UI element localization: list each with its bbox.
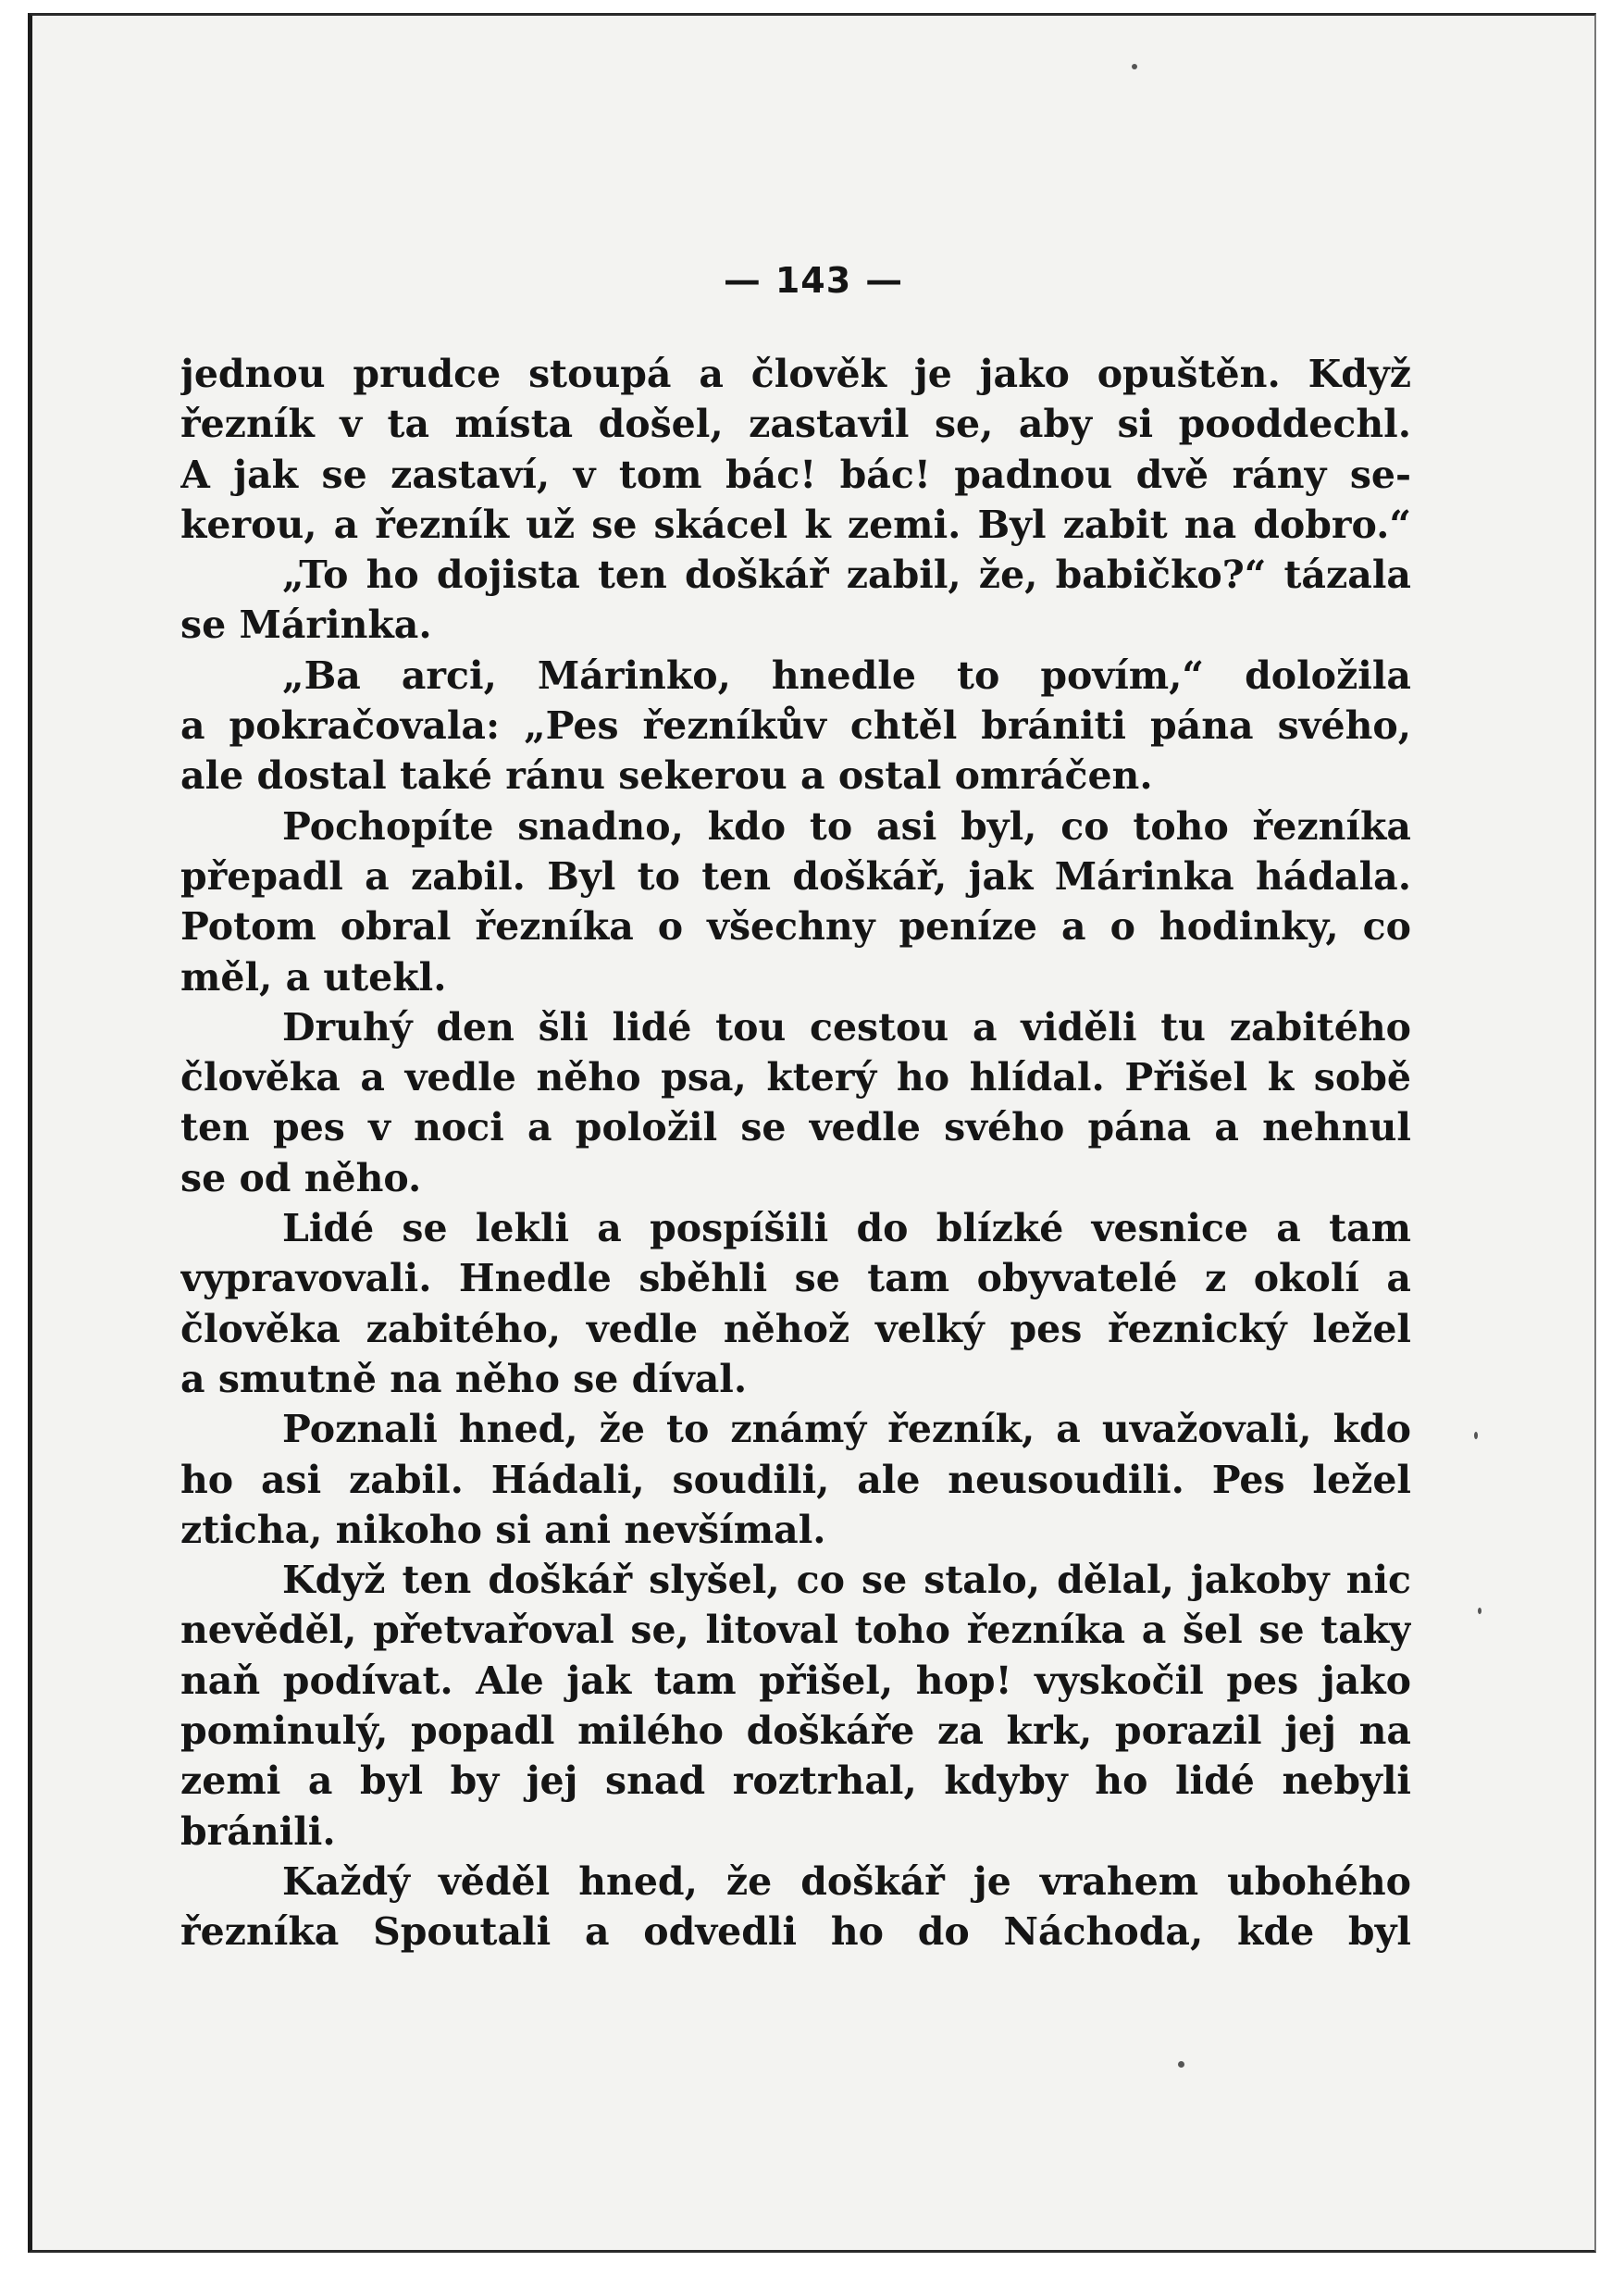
text-line: ho asi zabil. Hádali, soudili, ale neusoudili. Pes ležel	[180, 1457, 1411, 1502]
text-line: kerou, a řezník už se skácel k zemi. Byl zabit na dobro.“	[180, 502, 1411, 547]
text-line: ale dostal také ránu sekerou a ostal omráčen.	[180, 753, 1153, 799]
scan-speck	[1474, 1432, 1478, 1439]
scan-speck	[1478, 1608, 1481, 1614]
text-line: měl, a utekl.	[180, 954, 447, 1000]
text-line: A jak se zastaví, v tom bác! bác! padnou dvě rány se-	[180, 452, 1411, 497]
text-line: Druhý den šli lidé tou cestou a viděli tu zabitého	[282, 1004, 1411, 1050]
page-number-value: 143	[775, 260, 852, 301]
text-line: „Ba arci, Márinko, hnedle to povím,“ doložila	[282, 652, 1411, 698]
text-line: jednou prudce stoupá a člověk je jako opuštěn. Když	[180, 352, 1411, 396]
page-number-prefix: —	[723, 258, 775, 302]
text-line: Lidé se lekli a pospíšili do blízké vesnice a tam	[282, 1206, 1411, 1251]
text-line: se od něho.	[180, 1155, 422, 1200]
text-line: člověka a vedle něho psa, který ho hlídal. Přišel k sobě	[180, 1055, 1411, 1100]
text-line: zemi a byl by jej snad roztrhal, kdyby ho lidé nebyli	[180, 1758, 1411, 1804]
page-number-suffix: —	[851, 258, 904, 302]
text-line: vypravovali. Hnedle sběhli se tam obyvatelé z okolí a	[180, 1256, 1411, 1301]
page-number	[32, 258, 1594, 302]
text-line: bránili.	[180, 1808, 336, 1854]
text-line: pominulý, popadl milého doškáře za krk, porazil jej na	[180, 1709, 1411, 1754]
text-line: nevěděl, přetvařoval se, litoval toho řezníka a šel se taky	[180, 1608, 1411, 1653]
text-line: Když ten doškář slyšel, co se stalo, dělal, jakoby nic	[282, 1558, 1411, 1603]
text-line: se Márinka.	[180, 603, 432, 648]
body-text	[180, 349, 1411, 1957]
text-line: Každý věděl hned, že doškář je vrahem ubohého	[282, 1858, 1411, 1904]
text-line: a pokračovala: „Pes řezníkův chtěl brániti pána svého,	[180, 703, 1411, 749]
text-line: řezníka Spoutali a odvedli ho do Náchoda, kde byl	[180, 1909, 1411, 1955]
text-line: zticha, nikoho si ani nevšímal.	[180, 1507, 826, 1552]
text-line: a smutně na něho se díval.	[180, 1356, 748, 1401]
text-line: přepadl a zabil. Byl to ten doškář, jak Márinka hádala.	[180, 853, 1411, 899]
text-line: Poznali hned, že to známý řezník, a uvažovali, kdo	[282, 1407, 1411, 1452]
text-line: naň podívat. Ale jak tam přišel, hop! vyskočil pes jako	[180, 1658, 1411, 1703]
text-line: řezník v ta místa došel, zastavil se, aby si pooddechl.	[180, 402, 1411, 447]
text-line: Potom obral řezníka o všechny peníze a o hodinky, co	[180, 904, 1411, 950]
scan-speck	[1132, 64, 1137, 69]
text-line: „To ho dojista ten doškář zabil, že, babičko?“ tázala	[282, 553, 1411, 598]
text-line: ten pes v noci a položil se vedle svého pána a nehnul	[180, 1105, 1411, 1150]
scanned-book-page	[28, 13, 1596, 2253]
text-line: Pochopíte snadno, kdo to asi byl, co toho řezníka	[282, 803, 1411, 849]
scan-speck	[1178, 2061, 1184, 2068]
text-line: člověka zabitého, vedle něhož velký pes řeznický ležel	[180, 1306, 1411, 1351]
